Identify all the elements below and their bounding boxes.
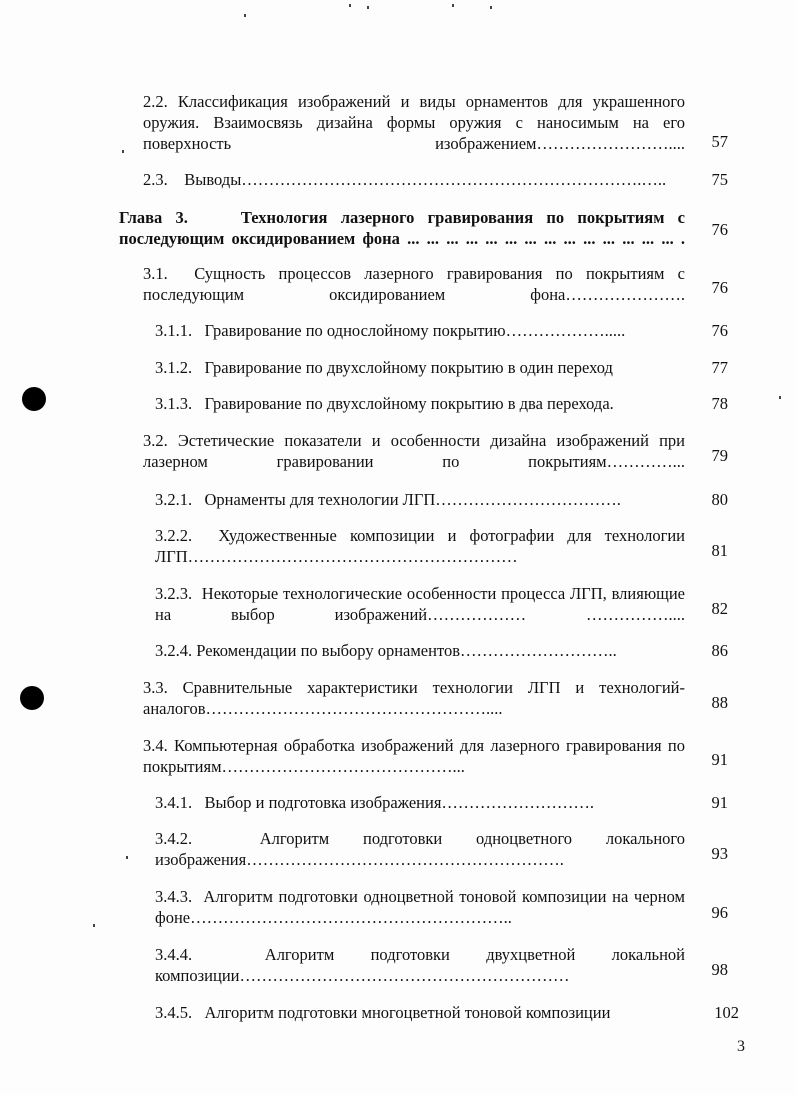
toc-page: 102	[714, 1003, 739, 1022]
toc-entry-3-2-3	[155, 583, 728, 625]
toc-entry-3-1-2	[155, 357, 728, 378]
scan-speck	[452, 4, 454, 7]
toc-page: 86	[711, 641, 728, 660]
toc-title: Сущность процессов лазерного гравирования по покрытиям с последующим оксидированием фона………………….	[143, 264, 685, 304]
toc-page: 76	[711, 220, 728, 239]
toc-entry-3-4	[143, 735, 728, 777]
toc-page: 80	[711, 490, 728, 509]
toc-title: Некоторые технологические особенности процесса ЛГП, влияющие на выбор изображений……………… ……………....	[155, 584, 686, 624]
toc-entry-3-1-1	[155, 320, 728, 341]
toc-entry-3-1-3	[155, 393, 728, 414]
toc-title: Орнаменты для технологии ЛГП…………………………….	[204, 490, 621, 509]
toc-page: 76	[711, 278, 728, 297]
toc-entry-3-4-2	[155, 828, 728, 870]
toc-entry-3-1	[143, 263, 728, 305]
toc-number: 3.2.	[143, 431, 168, 450]
scan-speck	[244, 14, 246, 17]
toc-title: Рекомендации по выбору орнаментов………………………..	[196, 641, 617, 660]
toc-entry-chapter-3	[119, 207, 728, 249]
toc-number: 3.4.2.	[155, 829, 193, 848]
toc-number: 3.1.	[143, 264, 168, 283]
toc-entry-3-2	[143, 430, 728, 472]
toc-title: Алгоритм подготовки двухцветной локальной композиции……………………………………………………	[155, 945, 685, 985]
toc-number: 3.1.3.	[155, 394, 193, 413]
toc-title: Гравирование по двухслойному покрытию в один переход	[204, 358, 613, 377]
toc-page: 98	[711, 960, 728, 979]
page-number: 3	[737, 1038, 745, 1055]
scan-speck	[490, 6, 492, 9]
toc-number: 3.4.3.	[155, 887, 193, 906]
toc-number: 3.1.1.	[155, 321, 193, 340]
scan-speck	[93, 924, 95, 927]
toc-page: 77	[711, 358, 728, 377]
toc-entry-3-2-2	[155, 525, 728, 567]
toc-number: 3.2.3.	[155, 584, 193, 603]
toc-number: 3.2.2.	[155, 526, 193, 545]
toc-title: Гравирование по двухслойному покрытию в два перехода.	[204, 394, 614, 413]
toc-title: Алгоритм подготовки одноцветной тоновой композиции на черном фоне…………………………………………………..	[155, 887, 686, 927]
toc-entry-3-2-1	[155, 489, 728, 510]
toc-title: Гравирование по однослойному покрытию……………….....	[204, 321, 626, 340]
toc-title: Компьютерная обработка изображений для лазерного гравирования по покрытиям……………………………………...	[143, 736, 685, 776]
toc-page: 82	[711, 599, 728, 618]
toc-number: 2.3.	[143, 170, 168, 189]
toc-entry-3-4-4	[155, 944, 728, 986]
toc-entry-3-3	[143, 677, 728, 719]
toc-title: Художественные композиции и фотографии для технологии ЛГП……………………………………………………	[155, 526, 685, 566]
toc-title: Эстетические показатели и особенности дизайна изображений при лазерном гравировании по покрытиям…………...	[143, 431, 685, 471]
toc-title: Алгоритм подготовки одноцветного локального изображения………………………………………………….	[155, 829, 686, 869]
toc-title: Алгоритм подготовки многоцветной тоновой композиции	[204, 1003, 611, 1022]
toc-page: 81	[711, 541, 728, 560]
scan-speck	[367, 6, 369, 9]
toc-title: Выводы……………………………………………………………….…..	[184, 170, 667, 189]
scan-speck	[122, 150, 124, 153]
toc-entry-2-2	[143, 91, 728, 154]
toc-number: 3.2.1.	[155, 490, 193, 509]
toc-entry-3-4-1	[155, 792, 728, 813]
binder-hole-top	[22, 387, 46, 411]
scan-speck	[126, 856, 128, 859]
toc-number: 3.4.5.	[155, 1003, 193, 1022]
toc-page: 79	[711, 446, 728, 465]
toc-title: Сравнительные характеристики технологии ЛГП и технологий-аналогов……………………………………………....	[143, 678, 685, 718]
toc-page: 57	[711, 132, 728, 151]
toc-entry-2-3	[143, 169, 728, 190]
toc-number: 2.2.	[143, 92, 168, 111]
toc-page: 93	[711, 844, 728, 863]
toc-title: Выбор и подготовка изображения……………………….	[204, 793, 595, 812]
toc-page: 75	[711, 170, 728, 189]
toc-number: 3.3.	[143, 678, 168, 697]
toc-number: 3.1.2.	[155, 358, 193, 377]
toc-number: 3.2.4.	[155, 641, 193, 660]
toc-title: Технология лазерного гравирования по покрытиям с последующим оксидированием фона ... ... ... ... ... ... ... ... ... ... ... ... ... ... .	[119, 208, 686, 248]
toc-page: 88	[711, 693, 728, 712]
toc-title: Классификация изображений и виды орнаментов для украшенного оружия. Взаимосвязь дизайна формы оружия с наносимым на его поверхность изображением……………………....	[143, 92, 686, 153]
toc-entry-3-4-5	[155, 1002, 739, 1023]
scan-speck	[779, 396, 781, 399]
binder-hole-bottom	[20, 686, 44, 710]
toc-page: 76	[711, 321, 728, 340]
toc-number: 3.4.4.	[155, 945, 193, 964]
toc-number: 3.4.1.	[155, 793, 193, 812]
toc-page: 78	[711, 394, 728, 413]
toc-entry-3-2-4	[155, 640, 728, 661]
toc-page: 91	[711, 750, 728, 769]
toc-page: 91	[711, 793, 728, 812]
toc-number: 3.4.	[143, 736, 168, 755]
toc-number: Глава 3.	[119, 208, 188, 227]
scan-speck	[349, 4, 351, 7]
toc-entry-3-4-3	[155, 886, 728, 928]
toc-page: 96	[711, 903, 728, 922]
